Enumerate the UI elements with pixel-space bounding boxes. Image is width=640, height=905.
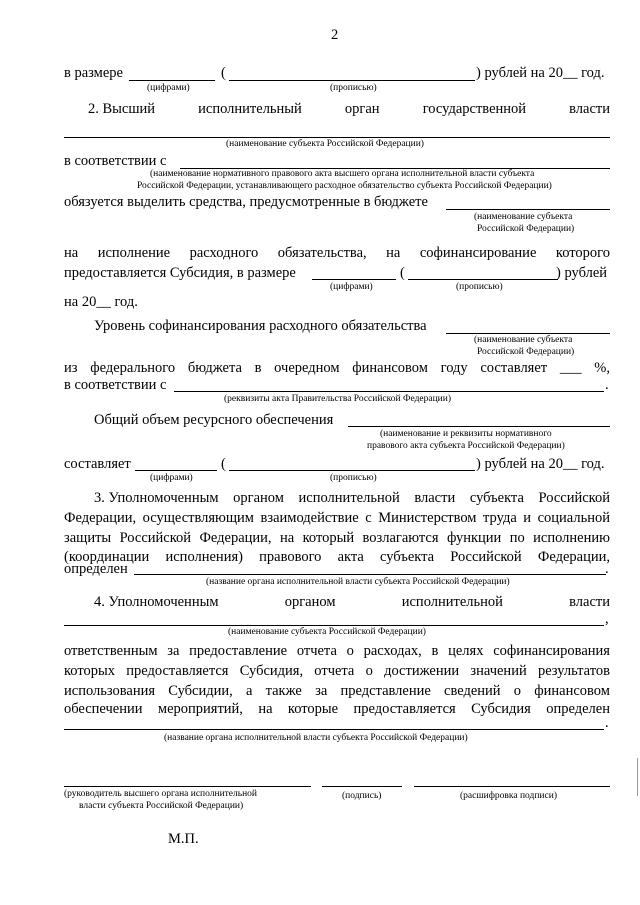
word: федерального [90, 360, 176, 376]
hint-words: (прописью) [330, 83, 377, 93]
word: исполнения) [165, 549, 243, 565]
subject-name-line[interactable] [64, 137, 610, 138]
open-paren: ( [400, 265, 405, 281]
accordance-label: в соответствии с [64, 153, 167, 169]
subsidy-words-line[interactable] [408, 279, 558, 280]
hint-authority: (название органа исполнительной власти субъекта Российской Федерации) [206, 577, 510, 587]
word: на [386, 245, 401, 261]
word: расходного [189, 245, 259, 261]
p5-line1 [94, 490, 610, 507]
word: предоставляется [353, 701, 456, 717]
word: 3. Уполномоченным [94, 490, 219, 506]
word: году [440, 360, 468, 376]
hint-subject: (наименование субъекта Российской Федерации) [226, 139, 424, 149]
amount-suffix: ) рублей на 20__ год. [476, 456, 605, 472]
word: о [346, 643, 354, 659]
word: Субсидия, [239, 663, 304, 679]
amount-words-line[interactable] [229, 80, 475, 81]
word: определен [546, 701, 610, 717]
word: из [64, 360, 78, 376]
word: и [523, 510, 532, 526]
period: . [605, 377, 609, 393]
amount-prefix: в размере [64, 65, 123, 81]
hint-subject-1: (наименование субъекта [474, 335, 573, 345]
accordance-label: в соответствии с [64, 377, 167, 393]
period: . [605, 715, 609, 731]
word: финансовом [534, 683, 610, 699]
word: которые [287, 701, 339, 717]
word: за [167, 643, 180, 659]
word: составляет [480, 360, 548, 376]
page-edge-mark [637, 758, 638, 796]
hint-decode: (расшифровка подписи) [460, 791, 557, 801]
word: в [254, 360, 262, 376]
word: исполнению [533, 530, 610, 546]
budget-name-line[interactable] [446, 209, 610, 210]
cofinancing-subject-line[interactable] [446, 333, 610, 334]
p6-line4 [64, 683, 610, 700]
p5-line3 [64, 530, 610, 547]
hint-head-1: (руководитель высшего органа исполнительной [64, 789, 258, 799]
word: исполнительный [198, 101, 302, 117]
word: софинансирование [419, 245, 537, 261]
p6-line1 [94, 594, 610, 611]
hint-subject: (наименование субъекта Российской Федерации) [228, 627, 426, 637]
word: органом [284, 594, 336, 610]
word: орган [344, 101, 380, 117]
word: взаимодействие [260, 510, 359, 526]
word: (координации [64, 549, 150, 565]
year-text: на 20__ год. [64, 294, 138, 310]
word: отчета [314, 663, 355, 679]
head-name-line[interactable] [64, 786, 311, 787]
p3-line-federal [64, 360, 610, 377]
word: бюджета [187, 360, 242, 376]
defined-label: определен [64, 561, 128, 577]
word: Министерством [378, 510, 477, 526]
hint-budget-1: (наименование субъекта [474, 212, 573, 222]
hint-report-authority: (название органа исполнительной власти субъекта Российской Федерации) [164, 733, 468, 743]
p6-line3 [64, 663, 610, 680]
word: с [365, 510, 372, 526]
word: правового [259, 549, 322, 565]
word: сведений [444, 683, 501, 699]
word: который [302, 530, 355, 546]
word: субъекта [380, 549, 435, 565]
word: результатов [537, 663, 610, 679]
amount-digits-line[interactable] [129, 80, 215, 81]
p6-subject-line[interactable] [64, 625, 604, 626]
provided-text: предоставляется Субсидия, в размере [64, 265, 296, 281]
report-authority-line[interactable] [64, 729, 604, 730]
stamp-place: М.П. [168, 831, 199, 847]
word: труда [483, 510, 517, 526]
word: Российской [538, 490, 610, 506]
hint-digits: (цифрами) [147, 83, 190, 93]
p2-line1 [88, 101, 610, 118]
hint-head-2: власти субъекта Российской Федерации) [79, 801, 244, 811]
hint-digits: (цифрами) [150, 473, 193, 483]
word: 4. Уполномоченным [94, 594, 219, 610]
word: по [509, 530, 525, 546]
total-words-line[interactable] [229, 470, 475, 471]
word: на [258, 701, 273, 717]
word: социальной [537, 510, 610, 526]
p5-line4 [64, 549, 610, 566]
word: также [265, 683, 302, 699]
word: за [315, 683, 328, 699]
word: акта [337, 549, 364, 565]
word: 2. Высший [88, 101, 156, 117]
p6-line5 [64, 701, 610, 718]
authority-name-line[interactable] [134, 574, 606, 575]
resource-act-line[interactable] [348, 426, 610, 427]
word: финансовом [352, 360, 428, 376]
hint-act-1: (наименование нормативного правового акта высшего органа исполнительной власти субъекта [150, 169, 535, 179]
word: которых [64, 663, 116, 679]
word: Федерации, [64, 510, 137, 526]
word: исполнительной [401, 594, 503, 610]
word: Федерации, [537, 549, 610, 565]
word: о [365, 663, 373, 679]
obliges-text: обязуется выделить средства, предусмотренные в бюджете [64, 194, 428, 210]
word: субъекта [469, 490, 524, 506]
word: мероприятий, [157, 701, 243, 717]
decode-line[interactable] [414, 786, 610, 787]
word: предоставление [189, 643, 288, 659]
word: Российской [450, 549, 522, 565]
hint-words: (прописью) [330, 473, 377, 483]
word: функции [446, 530, 502, 546]
word: на [279, 530, 295, 546]
word: власти [569, 101, 610, 117]
word: исполнение [97, 245, 171, 261]
hint-resource-1: (наименование и реквизиты нормативного [380, 429, 552, 439]
word: Федерации, [199, 530, 272, 546]
word: на [64, 245, 79, 261]
comma: , [605, 611, 609, 627]
word: о [513, 683, 522, 699]
word: а [245, 683, 253, 699]
word: в [431, 643, 439, 659]
amounts-label: составляет [64, 456, 131, 472]
word: обеспечении [64, 701, 143, 717]
word: значений [470, 663, 527, 679]
word: Российской [119, 530, 192, 546]
word: ответственным [64, 643, 158, 659]
signature-line[interactable] [322, 786, 402, 787]
word: обязательства, [277, 245, 367, 261]
total-digits-line[interactable] [135, 470, 217, 471]
word: власти [414, 490, 456, 506]
hint-words: (прописью) [456, 282, 503, 292]
subsidy-digits-line[interactable] [312, 279, 396, 280]
hint-budget-2: Российской Федерации) [477, 224, 575, 234]
hint-act-2: Российской Федерации, устанавливающего расходное обязательство субъекта Российской Федерации) [137, 181, 552, 191]
word: исполнительной [298, 490, 400, 506]
word: которого [555, 245, 610, 261]
cofinancing-level: Уровень софинансирования расходного обязательства [94, 318, 427, 334]
rub-suffix: ) рублей [556, 265, 608, 281]
hint-sign: (подпись) [342, 791, 382, 801]
word: органом [233, 490, 284, 506]
gov-act-line[interactable] [174, 391, 604, 392]
hint-resource-2: правового акта субъекта Российской Федерации) [367, 441, 565, 451]
word: предоставляется [126, 663, 229, 679]
word: Субсидия [471, 701, 531, 717]
word: %, [594, 360, 610, 376]
amount-suffix: ) рублей на 20__ год. [476, 65, 605, 81]
page-number: 2 [331, 27, 339, 43]
percent-blank[interactable]: ___ [559, 360, 582, 376]
hint-subject-2: Российской Федерации) [477, 347, 575, 357]
word: софинансирования [493, 643, 610, 659]
word: защиты [64, 530, 112, 546]
word: очередном [274, 360, 340, 376]
total-resources: Общий объем ресурсного обеспечения [94, 412, 334, 428]
word: использования [64, 683, 156, 699]
p5-line2 [64, 510, 610, 527]
word: отчета [296, 643, 337, 659]
word: расходах, [363, 643, 422, 659]
open-paren: ( [221, 456, 226, 472]
word: целях [448, 643, 484, 659]
p2-line-exec [64, 245, 610, 262]
word: Субсидии, [168, 683, 233, 699]
p6-line2 [64, 643, 610, 660]
hint-gov-act: (реквизиты акта Правительства Российской Федерации) [224, 394, 452, 404]
word: представление [340, 683, 431, 699]
word: возлагаются [362, 530, 439, 546]
word: осуществляющим [142, 510, 254, 526]
period: . [605, 561, 609, 577]
word: государственной [422, 101, 527, 117]
open-paren: ( [221, 65, 226, 81]
word: власти [569, 594, 610, 610]
word: достижении [384, 663, 460, 679]
hint-digits: (цифрами) [330, 282, 373, 292]
